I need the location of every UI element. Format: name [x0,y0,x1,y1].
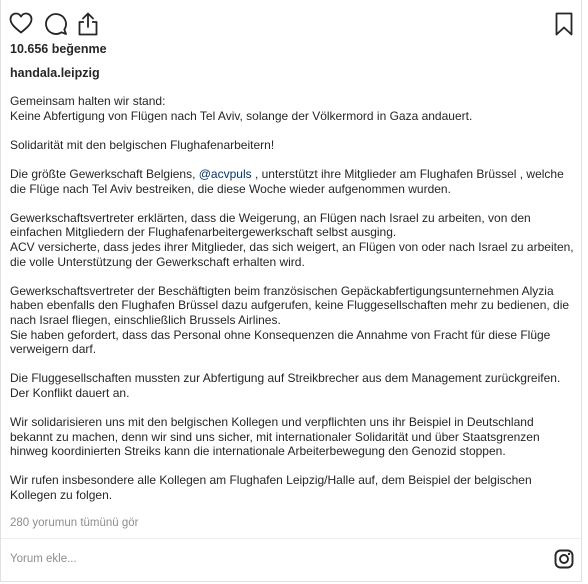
post-caption [10,94,575,517]
instagram-logo-icon[interactable] [554,549,574,569]
caption-text: , unterstützt ihre Mitglieder am Flughafen Brüssel , welche die Flüge nach Tel Aviv bestreiken, die diese Woche wieder aufgenommen wurden. [10,166,564,196]
caption-line: Gewerkschaftsvertreter der Beschäftigten beim französischen Gepäckabfertigungsunternehmen Alyzia haben ebenfalls den Flughafen Brüssel dazu aufgerufen, keine Fluggesellschaften mehr zu bedienen, die nach Israel fliegen, einschließlich Brussels Airlines. [10,283,570,327]
caption-paragraph [10,94,575,123]
bookmark-icon[interactable] [555,12,573,36]
caption-paragraph [10,284,575,357]
caption-line: Keine Abfertigung von Flügen nach Tel Aviv, solange der Völkermord in Gaza andauert. [10,108,473,123]
caption-line: Gewerkschaftsvertreter erklärten, dass die Weigerung, an Flügen nach Israel zu arbeiten, von den einfachen Mitgliedern der Flughafenarbeitergewerkschaft selbst ausging. [10,210,531,240]
post-username[interactable]: handala.leipzig [10,66,100,80]
post-actions-bar [9,12,571,38]
caption-paragraph: Wir rufen insbesondere alle Kollegen am Flughafen Leipzig/Halle auf, dem Beispiel der belgischen Kollegen zu folgen. [10,473,532,503]
share-icon[interactable] [77,12,99,36]
caption-paragraph: Wir solidarisieren uns mit den belgischen Kollegen und verpflichten uns ihr Beispiel in Deutschland bekannt zu machen, denn wir sind uns sicher, mit internationaler Solidarität und über Staatsgrenzen hinweg koordinierten Streiks kann die internationale Arbeiterbewegung den Genozid stoppen. [10,415,540,459]
like-count[interactable]: 10.656 beğenme [10,42,107,56]
caption-paragraph: Solidarität mit den belgischen Flughafenarbeitern! [10,137,275,152]
caption-line: Gemeinsam halten wir stand: [10,94,166,108]
comment-input[interactable]: Yorum ekle... [10,553,77,565]
view-all-comments-link[interactable]: 280 yorumun tümünü gör [10,517,139,529]
comment-bubble-icon[interactable] [44,12,68,36]
heart-icon[interactable] [9,12,33,34]
caption-text: Die größte Gewerkschaft Belgiens, [10,166,199,181]
caption-paragraph [10,211,575,269]
caption-paragraph: Die Fluggesellschaften mussten zur Abfertigung auf Streikbrecher aus dem Management zurückgreifen. Der Konflikt dauert an. [10,371,561,400]
mention-link[interactable]: @acvpuls [198,166,252,181]
caption-line: Sie haben gefordert, dass das Personal ohne Konsequenzen die Annahme von Fracht für diese Flüge verweigern darf. [10,327,551,357]
divider [1,538,581,539]
caption-line: ACV versicherte, dass jedes ihrer Mitglieder, das sich weigert, an Flügen von oder nach Israel zu arbeiten, die volle Unterstützung der Gewerkschaft erhalten wird. [10,239,574,269]
caption-paragraph [10,167,575,196]
